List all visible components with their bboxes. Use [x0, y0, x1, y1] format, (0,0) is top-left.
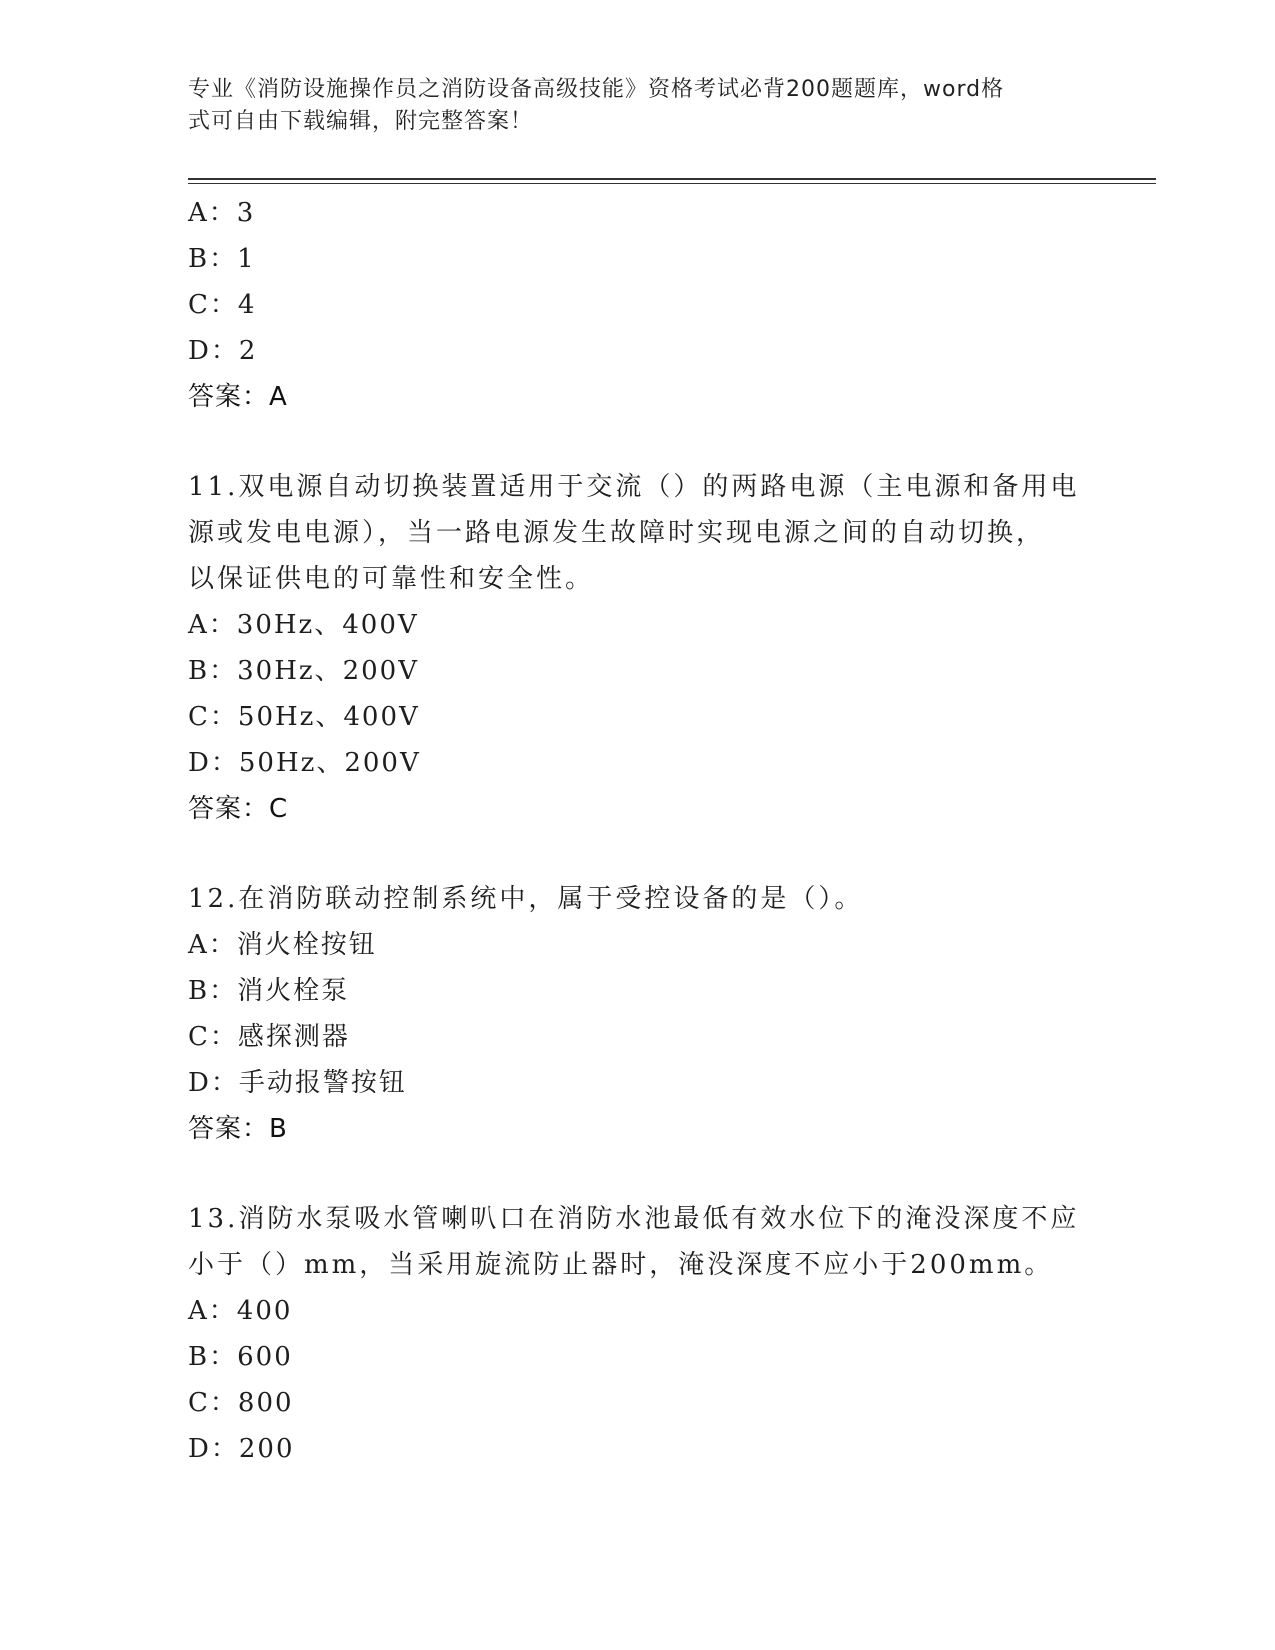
option-label: D： — [188, 1068, 239, 1098]
header-line-1: 专业《消防设施操作员之消防设备高级技能》资格考试必背200题题库，word格 — [188, 77, 1005, 102]
option-text: 200 — [238, 1434, 295, 1464]
option-a — [188, 602, 1088, 648]
stem-line: 源或发电电源），当一路电源发生故障时实现电源之间的自动切换， — [188, 518, 1046, 548]
option-text: 2 — [238, 336, 258, 366]
option-text: 4 — [237, 290, 257, 320]
option-c — [188, 282, 1088, 328]
option-label: A： — [188, 610, 237, 640]
option-text: 50Hz、400V — [237, 702, 420, 732]
header-line-2: 式可自由下载编辑，附完整答案！ — [188, 109, 534, 134]
option-b — [188, 236, 1088, 282]
question-stem — [188, 1196, 1088, 1288]
option-d — [188, 328, 1088, 374]
option-d — [188, 740, 1088, 786]
option-text: 消火栓泵 — [237, 976, 350, 1006]
question-stem — [188, 876, 1088, 922]
option-c — [188, 1014, 1088, 1060]
spacer — [188, 420, 1088, 464]
option-text: 消火栓按钮 — [236, 930, 377, 960]
option-d — [188, 1060, 1088, 1106]
option-label: A： — [188, 930, 237, 960]
option-a — [188, 922, 1088, 968]
option-label: D： — [188, 336, 239, 366]
answer-line: 答案：B — [188, 1114, 288, 1144]
option-label: B： — [188, 244, 238, 274]
document-header — [188, 74, 1068, 138]
prev-question-block — [188, 190, 1088, 420]
answer-line: 答案：A — [188, 382, 288, 412]
stem-line: 11.双电源自动切换装置适用于交流（）的两路电源（主电源和备用电 — [188, 472, 1080, 502]
option-b — [188, 648, 1088, 694]
option-text: 30Hz、200V — [237, 656, 419, 686]
option-a — [188, 190, 1088, 236]
option-text: 3 — [236, 198, 256, 228]
option-text: 30Hz、400V — [236, 610, 419, 640]
question-12-block — [188, 876, 1088, 1152]
option-label: B： — [188, 1342, 238, 1372]
stem-line: 小于（）mm，当采用旋流防止器时，淹没深度不应小于200mm。 — [188, 1250, 1054, 1280]
option-d — [188, 1426, 1088, 1472]
option-label: C： — [188, 1388, 238, 1418]
option-c — [188, 694, 1088, 740]
spacer — [188, 832, 1088, 876]
option-text: 感探测器 — [237, 1022, 350, 1052]
option-label: D： — [188, 748, 239, 778]
answer-line: 答案：C — [188, 794, 289, 824]
option-label: A： — [188, 1296, 237, 1326]
option-text: 50Hz、200V — [238, 748, 421, 778]
option-label: A： — [188, 198, 237, 228]
option-a — [188, 1288, 1088, 1334]
stem-line: 以保证供电的可靠性和安全性。 — [188, 564, 595, 594]
header-divider-thick — [188, 178, 1156, 180]
option-label: C： — [188, 290, 238, 320]
option-b — [188, 1334, 1088, 1380]
option-label: D： — [188, 1434, 239, 1464]
question-content — [188, 190, 1088, 1472]
option-text: 800 — [237, 1388, 294, 1418]
option-text: 400 — [236, 1296, 293, 1326]
header-divider-thin — [188, 183, 1156, 184]
stem-line: 12.在消防联动控制系统中，属于受控设备的是（）。 — [188, 884, 864, 914]
question-11-block — [188, 464, 1088, 832]
spacer — [188, 1152, 1088, 1196]
option-label: C： — [188, 1022, 238, 1052]
option-c — [188, 1380, 1088, 1426]
option-text: 手动报警按钮 — [238, 1068, 407, 1098]
option-label: B： — [188, 976, 238, 1006]
option-text: 600 — [237, 1342, 293, 1372]
stem-line: 13.消防水泵吸水管喇叭口在消防水池最低有效水位下的淹没深度不应 — [188, 1204, 1080, 1234]
option-text: 1 — [237, 244, 256, 274]
question-13-block — [188, 1196, 1088, 1472]
question-stem — [188, 464, 1088, 602]
option-label: B： — [188, 656, 238, 686]
option-label: C： — [188, 702, 238, 732]
option-b — [188, 968, 1088, 1014]
